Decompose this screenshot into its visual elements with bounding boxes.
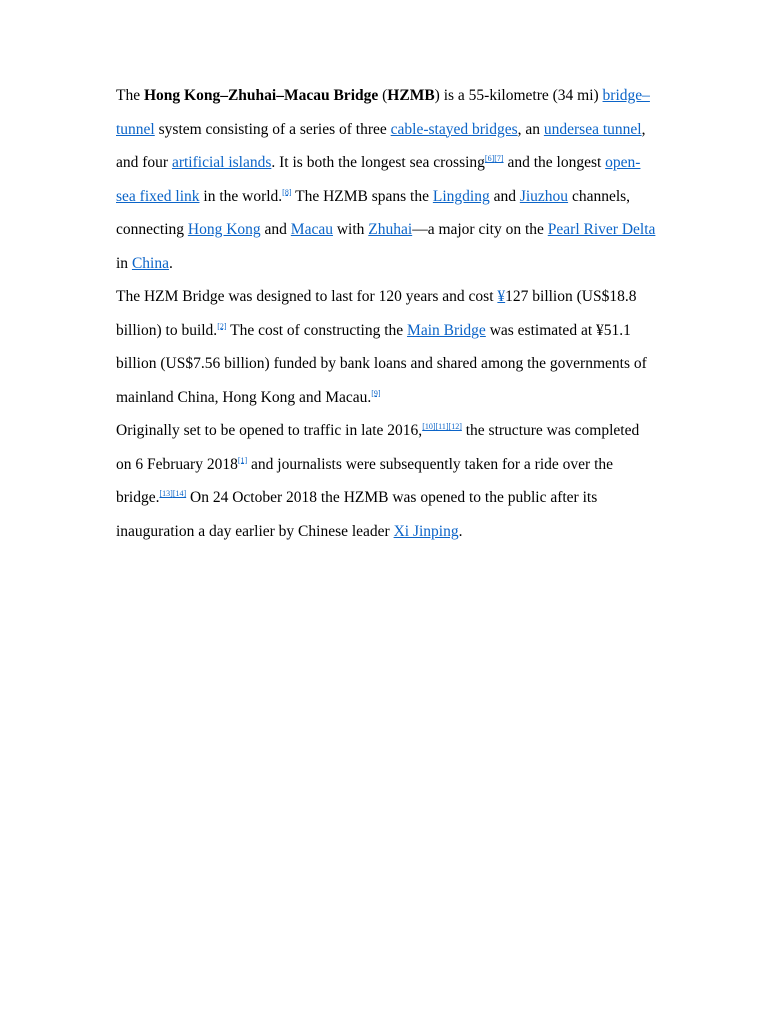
- link-macau[interactable]: Macau: [290, 221, 333, 238]
- citation-8[interactable]: [8]: [282, 187, 292, 197]
- link-xi-jinping[interactable]: Xi Jinping: [393, 522, 459, 540]
- link-main-bridge[interactable]: Main Bridge: [407, 321, 486, 339]
- text: The HZMB spans the: [291, 187, 433, 205]
- link-cable-stayed-bridges[interactable]: cable-stayed bridges: [390, 120, 518, 138]
- link-yuan[interactable]: ¥: [497, 288, 506, 305]
- text: . It is both the longest sea crossing: [271, 154, 485, 171]
- link-pearl-river-delta[interactable]: Pearl River Delta: [547, 221, 656, 238]
- paragraph-opening: [116, 414, 656, 548]
- link-lingding[interactable]: Lingding: [432, 187, 490, 205]
- link-open-sea-fixed-link[interactable]: open-sea fixed link: [116, 154, 641, 205]
- article-body: [116, 79, 656, 548]
- link-china[interactable]: China: [131, 254, 169, 272]
- text: and journalists were subsequently taken for a ride over the bridge.: [116, 455, 614, 506]
- text: The: [116, 87, 144, 104]
- citation-1[interactable]: [1]: [237, 455, 248, 465]
- text: was estimated at ¥51.1 billion (US$7.56 billion) funded by bank loans and shared among the governments of mainland China, Hong Kong and Macau.: [116, 321, 647, 406]
- link-artificial-islands[interactable]: artificial islands: [171, 154, 272, 171]
- citation-12[interactable]: [12]: [448, 421, 462, 431]
- text: 127 billion (US$18.8 billion) to build.: [116, 288, 637, 339]
- citation-7[interactable]: [7]: [494, 153, 504, 163]
- link-hong-kong[interactable]: Hong Kong: [187, 221, 261, 238]
- text: , and four: [116, 120, 646, 171]
- text: , an: [517, 120, 544, 138]
- text: and the longest: [503, 154, 606, 171]
- citation-9[interactable]: [9]: [371, 388, 381, 398]
- text: The HZM Bridge was designed to last for 120 years and cost: [116, 288, 498, 305]
- text: The cost of constructing the: [226, 321, 408, 339]
- citation-14[interactable]: [14]: [172, 488, 187, 498]
- link-zhuhai[interactable]: Zhuhai: [368, 221, 413, 238]
- link-jiuzhou[interactable]: Jiuzhou: [519, 187, 569, 205]
- paragraph-intro: [116, 79, 656, 280]
- text: —a major city on the: [412, 221, 548, 238]
- text: ) is a 55-kilometre (34 mi): [434, 87, 603, 104]
- citation-11[interactable]: [11]: [435, 421, 449, 431]
- citation-2[interactable]: [2]: [217, 321, 227, 331]
- text: in: [116, 254, 132, 272]
- text: and: [260, 221, 291, 238]
- citation-6[interactable]: [6]: [484, 153, 495, 163]
- citation-13[interactable]: [13]: [159, 488, 173, 498]
- text: On 24 October 2018 the HZMB was opened to the public after its inauguration a day earlier by Chinese leader: [116, 489, 598, 540]
- link-undersea-tunnel[interactable]: undersea tunnel: [543, 120, 642, 138]
- text: in the world.: [199, 187, 283, 205]
- text: Originally set to be opened to traffic in late 2016,: [116, 422, 423, 439]
- paragraph-cost: [116, 280, 656, 414]
- text: with: [332, 221, 369, 238]
- text: .: [458, 522, 463, 540]
- text: the structure was completed on 6 February 2018: [116, 422, 640, 473]
- bold-term-hzmb: HZMB: [387, 87, 435, 104]
- text: system consisting of a series of three: [154, 120, 391, 138]
- text: .: [168, 254, 173, 272]
- citation-10[interactable]: [10]: [422, 421, 436, 431]
- link-bridge-tunnel[interactable]: bridge–tunnel: [116, 87, 650, 138]
- text: channels, connecting: [116, 187, 631, 238]
- bold-term-bridge-name: Hong Kong–Zhuhai–Macau Bridge: [143, 87, 379, 104]
- text: and: [489, 187, 520, 205]
- text: (: [378, 87, 388, 104]
